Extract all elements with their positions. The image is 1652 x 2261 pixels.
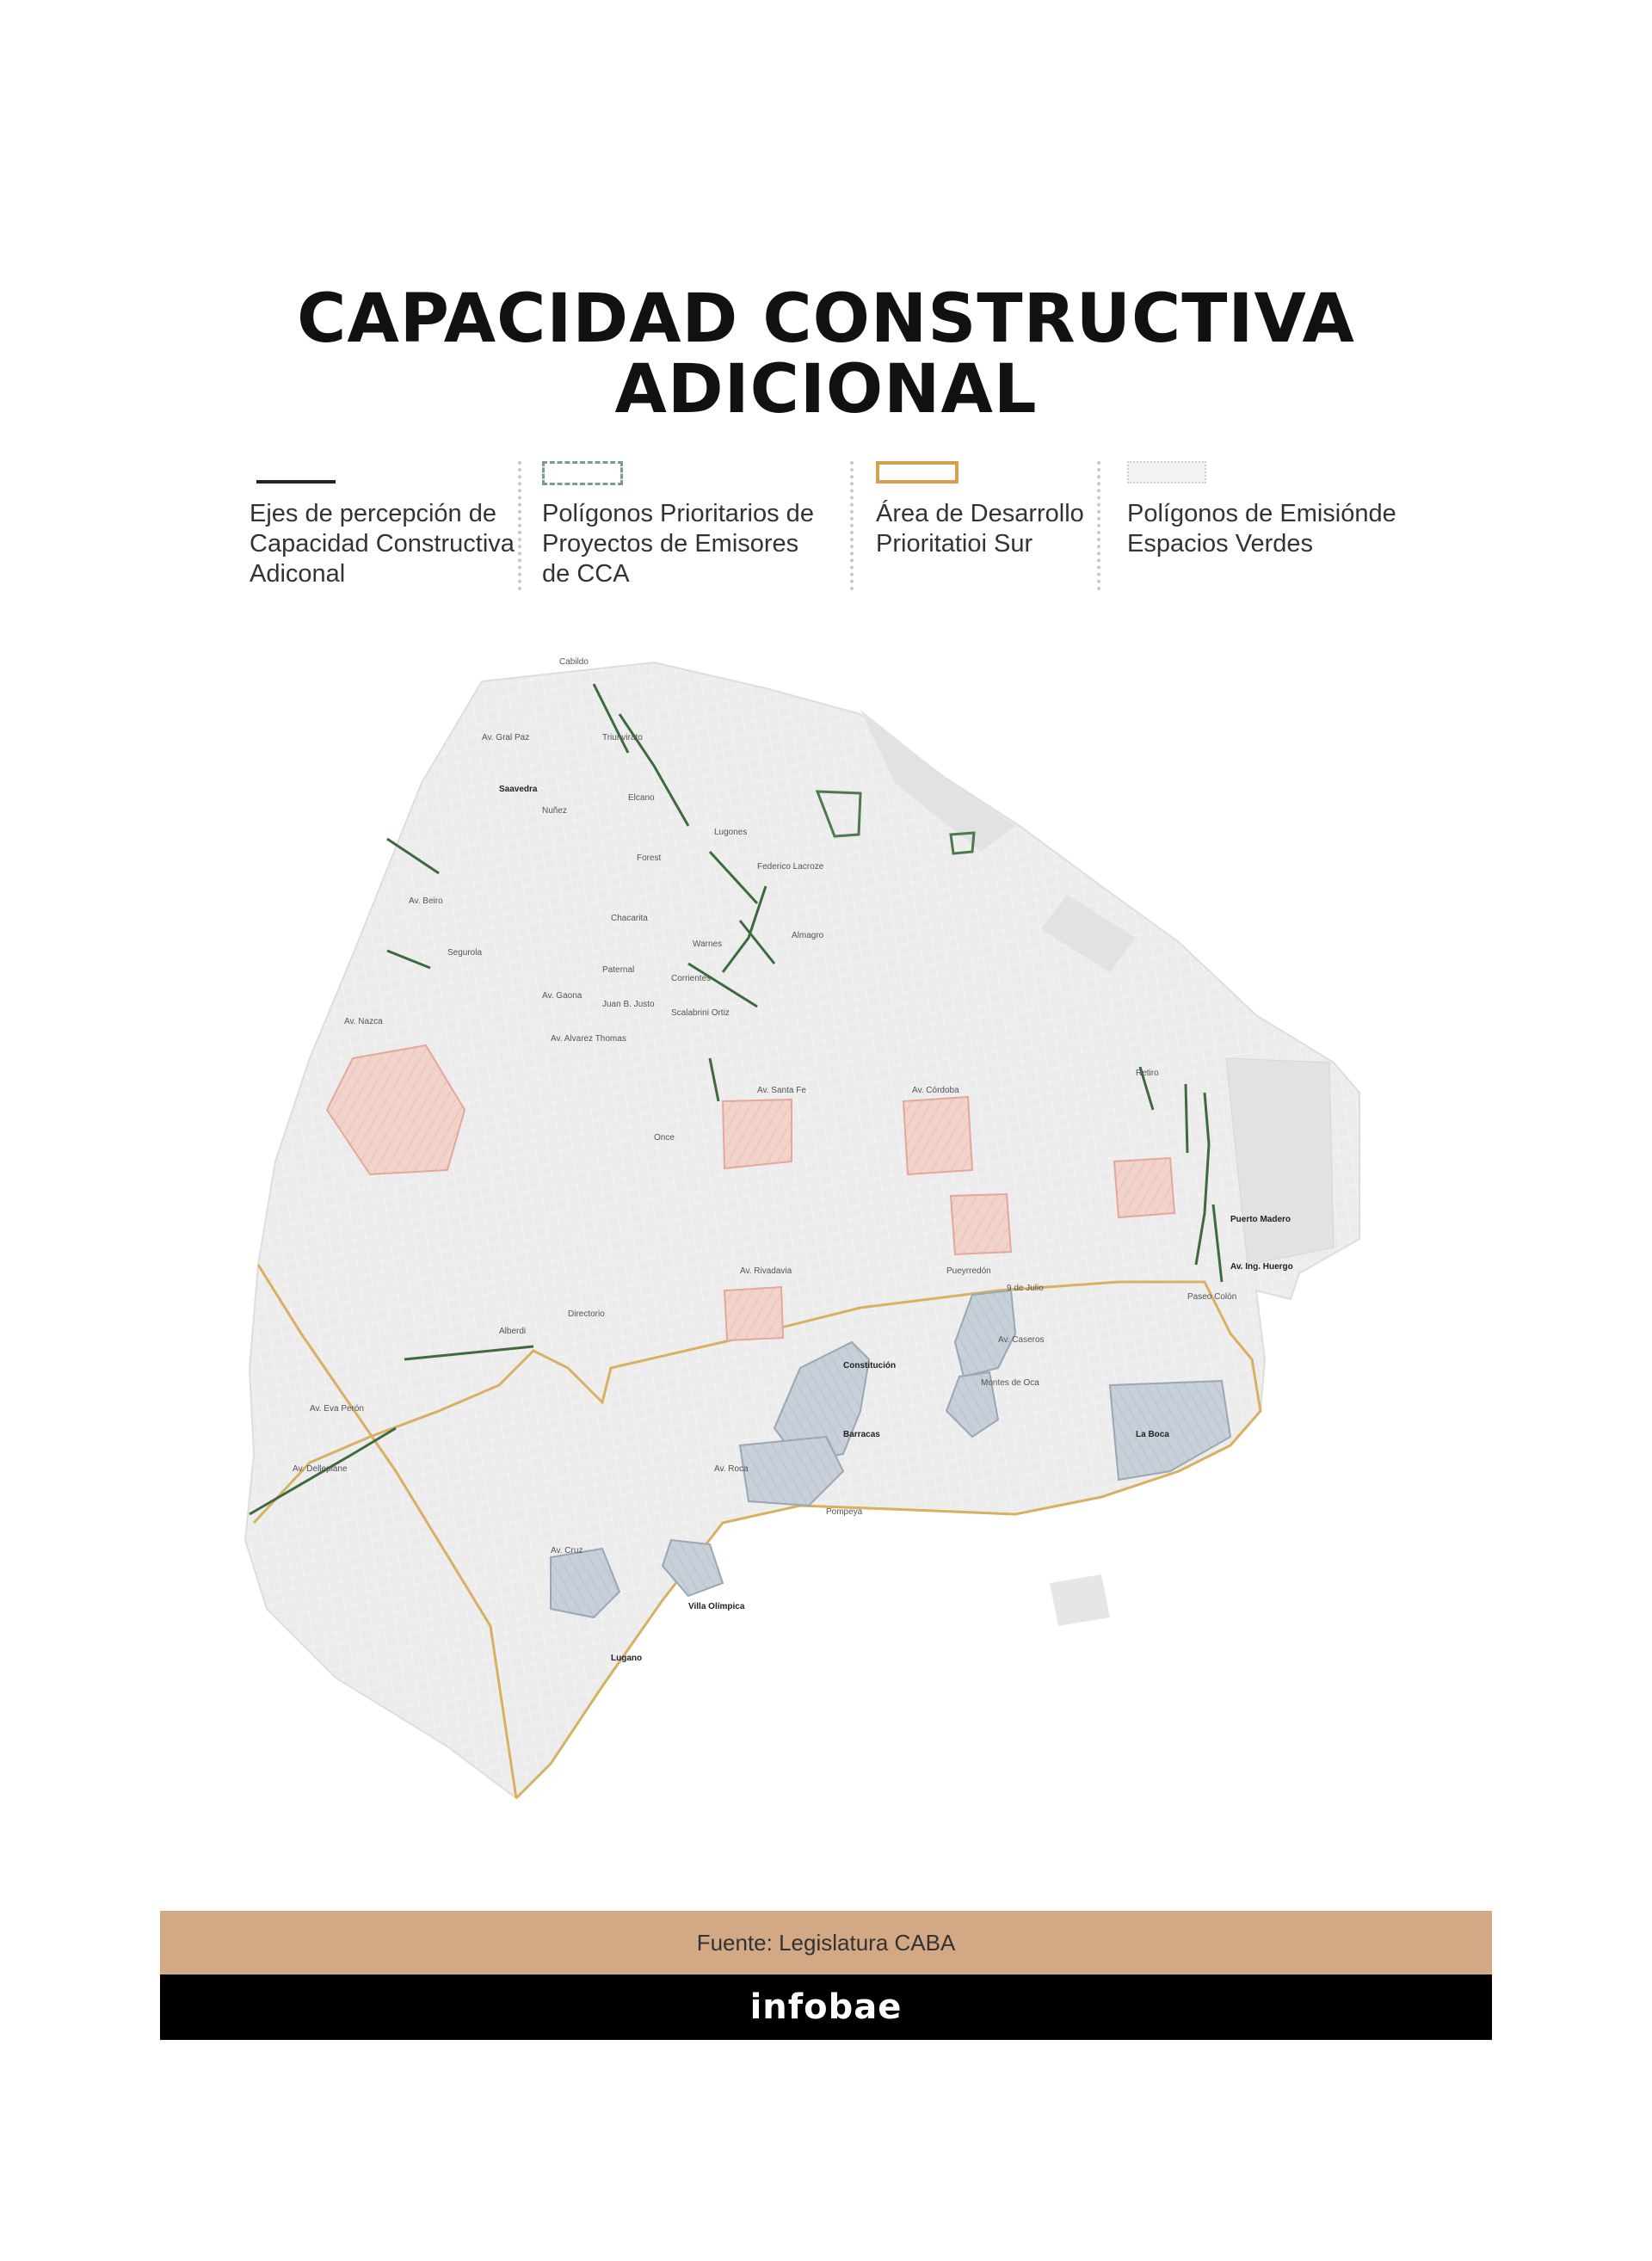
map-label: Av. Cruz <box>551 1546 583 1556</box>
map-label: Av. Dellepiane <box>293 1464 348 1474</box>
map-label: Retiro <box>1136 1069 1159 1078</box>
map-label: Av. Caseros <box>998 1335 1045 1345</box>
legend-label-priority-polygons: Polígonos Prioritarios de Proyectos de Emisores de CCA <box>542 500 814 588</box>
map-label: Constitución <box>843 1361 897 1371</box>
city-map <box>241 611 1411 1833</box>
map-label: Elcano <box>628 793 655 803</box>
legend-label-south-area: Área de Desarrollo Prioritatioi Sur <box>876 500 1084 558</box>
map-label: Av. Nazca <box>344 1017 383 1026</box>
map-label: Corrientes <box>671 974 712 983</box>
map-label: Cabildo <box>559 657 589 667</box>
map-label: Puerto Madero <box>1230 1215 1291 1224</box>
map-label: Paseo Colón <box>1187 1292 1237 1302</box>
receptor-polygon <box>903 1097 972 1174</box>
brand-logo: infobae <box>749 1987 903 2027</box>
map-label: Av. Córdoba <box>912 1086 959 1095</box>
map-label: Av. Roca <box>714 1464 749 1474</box>
map-label: Villa Olímpica <box>688 1602 745 1611</box>
map-label: 9 de Julio <box>1007 1284 1044 1293</box>
map-label: Almagro <box>792 931 824 940</box>
map-label: La Boca <box>1136 1430 1169 1439</box>
map-label: Directorio <box>568 1309 605 1319</box>
map-label: Lugano <box>611 1654 643 1663</box>
map-label: Pueyrredón <box>946 1266 991 1276</box>
map-label: Lugones <box>714 828 748 837</box>
map-label: Av. Gaona <box>542 991 583 1001</box>
map-label: Once <box>654 1133 675 1143</box>
map-label: Warnes <box>693 940 723 949</box>
receptor-polygon <box>951 1194 1011 1254</box>
legend-separator <box>850 461 854 590</box>
map-label: Federico Lacroze <box>757 862 824 872</box>
page-title <box>0 280 1652 428</box>
map-label: Chacarita <box>611 914 648 923</box>
map-label: Alberdi <box>499 1327 527 1336</box>
green-space-polygon <box>1050 1574 1110 1626</box>
map-label: Av. Santa Fe <box>757 1086 806 1095</box>
map-label: Av. Rivadavia <box>740 1266 792 1276</box>
city-outline <box>245 662 1359 1798</box>
map-label: Paternal <box>602 965 635 975</box>
axis-line-swatch <box>256 480 336 484</box>
legend-separator <box>518 461 521 590</box>
source-bar <box>160 1911 1492 1975</box>
emitter-polygon <box>1110 1381 1230 1480</box>
brand-bar <box>160 1975 1492 2040</box>
title-line-1: CAPACIDAD CONSTRUCTIVA <box>297 280 1355 358</box>
map-label: Av. Ing. Huergo <box>1230 1262 1293 1272</box>
receptor-polygon <box>1114 1158 1174 1217</box>
south-area-swatch <box>876 461 959 484</box>
map-label: Av. Alvarez Thomas <box>551 1034 626 1044</box>
green-space-swatch <box>1127 461 1206 484</box>
map-label: Scalabrini Ortiz <box>671 1008 730 1018</box>
map-label: Av. Gral Paz <box>482 733 530 742</box>
map-label: Montes de Oca <box>981 1378 1039 1388</box>
map-label: Barracas <box>843 1430 880 1439</box>
map-label: Segurola <box>447 948 483 958</box>
legend-label-green-spaces: Polígonos de Emisiónde Espacios Verdes <box>1127 500 1396 558</box>
map-label: Av. Eva Perón <box>310 1404 364 1414</box>
map-label: Juan B. Justo <box>602 1000 655 1009</box>
map-label: Nuñez <box>542 806 567 816</box>
map-label: Forest <box>637 853 662 863</box>
axis-line <box>1186 1084 1187 1153</box>
map-legend <box>250 461 1420 633</box>
legend-label-axes: Ejes de percepción de Capacidad Constructiva Adiconal <box>250 500 515 588</box>
map-label: Av. Beiro <box>409 896 443 906</box>
legend-separator <box>1097 461 1100 590</box>
receptor-polygon <box>724 1287 783 1340</box>
source-text: Fuente: Legislatura CABA <box>696 1929 956 1956</box>
map-label: Triunvirato <box>602 733 643 742</box>
map-label: Saavedra <box>499 785 538 794</box>
receptor-polygon <box>723 1100 792 1168</box>
map-label: Pompeya <box>826 1507 863 1517</box>
priority-polygon-swatch <box>542 461 623 485</box>
title-line-2: ADICIONAL <box>614 351 1038 428</box>
